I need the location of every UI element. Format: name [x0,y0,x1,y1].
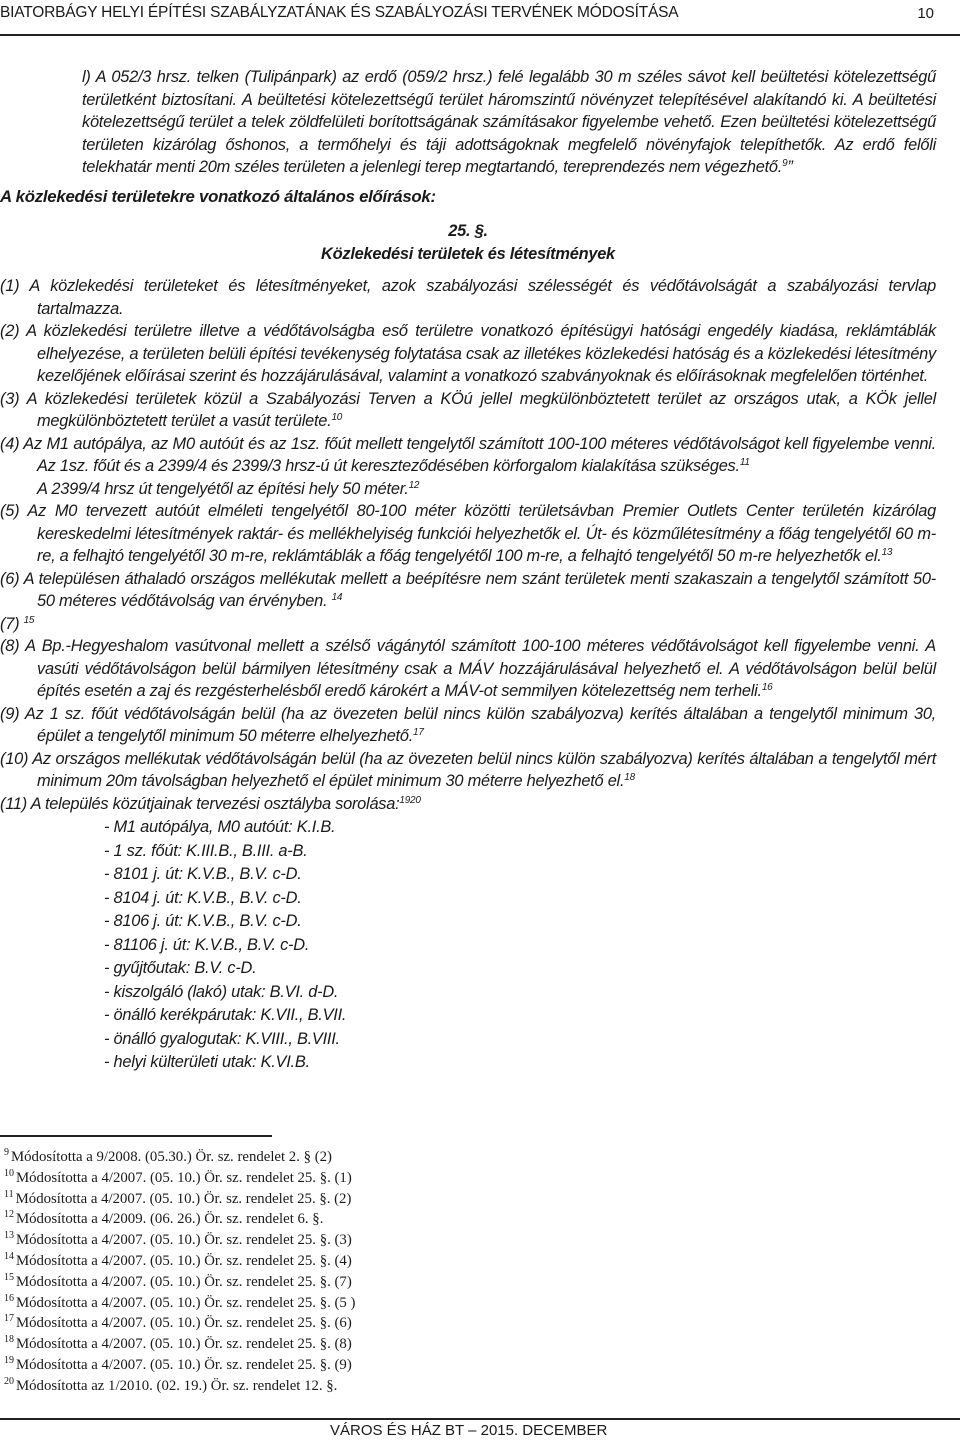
list-item: - önálló gyalogutak: K.VIII., B.VIII. [104,1029,340,1048]
item-1 [0,275,936,320]
item-2 [0,320,936,388]
footnote-number: 20 [4,1375,14,1387]
footnote-text: Módosította az 1/2010. (02. 19.) Ör. sz. rendelet 12. §. [16,1377,338,1394]
footnote [4,1355,355,1376]
item-4 [0,433,936,501]
list-item: - M1 autópálya, M0 autóút: K.I.B. [104,818,336,836]
footnote-separator [0,1135,272,1137]
footnote-text: Módosította a 4/2007. (05. 10.) Ör. sz. rendelet 25. §. (5 ) [16,1294,356,1311]
item-4-extra: A 2399/4 hrsz út tengelyétől az építési hely 50 méter. [37,479,409,498]
footnote-ref: 1920 [399,794,421,806]
footnote-ref: 17 [413,727,424,738]
footnote-text: Módosította a 4/2007. (05. 10.) Ör. sz. rendelet 25. §. (7) [16,1273,352,1290]
footnote [4,1376,355,1397]
footnote-ref: 16 [761,682,773,693]
footnote-ref: 12 [408,479,420,491]
item-11 [0,793,936,816]
footnote-number: 10 [4,1167,14,1179]
footnote [4,1189,355,1210]
item-4-text: (4) Az M1 autópálya, az M0 autóút és az 1sz. főút mellett tengelytől számított 100-100 méteres védőtávolságot kell figyelembe venni. Az 1sz. főút és a 2399/4 és 2399/3 hrsz-ú út kereszteződésében körforgalom kialakítása szükséges. [0,434,936,475]
footnote [4,1251,355,1272]
list-item: - 8101 j. út: K.V.B., B.V. c-D. [104,865,302,883]
item-5-text: (5) Az M0 tervezett autóút elméleti tengelyétől 80-100 méter közötti területsávban Premier Outlets Center területén kizárólag kereskedelmi létesítmények raktár- és mellékhelyiség funkciói helyezhetők el. Út- és közműlétesítmény a főág tengelyétől 60 m-re, a felhajtó tengelyétől 30 m-re, reklámtáblák a főág tengelyétől 100 m-re, a felhajtó tengelyétől 50 m-re helyezhetők el. [0,502,936,565]
footer-text: VÁROS ÉS HÁZ BT – 2015. DECEMBER [330,1422,608,1439]
item-6-text: (6) A településen áthaladó országos mellékutak mellett a beépítésre nem szánt területek menti szakaszain a tengelytől számított 50-50 méteres védőtávolság van érvényben. [0,569,936,610]
footnote [4,1230,355,1251]
item-9 [0,703,936,748]
page-number: 10 [917,5,934,22]
footnote-text: Módosította a 9/2008. (05.30.) Ör. sz. rendelet 2. § (2) [11,1149,332,1165]
footnote-ref: 15 [23,614,35,626]
footnote-ref: 10 [331,412,343,423]
footnote-ref: 13 [881,547,893,558]
list-item: - 1 sz. főút: K.III.B., B.III. a-B. [104,841,308,860]
footnote [4,1209,355,1230]
list-item: - 8106 j. út: K.V.B., B.V. c-D. [104,912,302,930]
item-8-text: (8) A Bp.-Hegyeshalom vasútvonal mellett a szélső vágánytól számított 100-100 méteres védőtávolságot kell figyelembe venni. A vasúti védőtávolságon belül bármilyen létesítmény csak a MÁV hozzájárulásával helyezhető el. A védőtávolságon belül belül építés esetén a zaj és rezgésterhelésből eredő károkért a MÁV-ot semmilyen kötelezettség nem terheli. [0,637,936,700]
footnote-number: 11 [4,1188,14,1200]
document-body [0,66,936,1075]
item-5 [0,500,936,568]
footnote-number: 18 [4,1334,14,1346]
item-6 [0,568,936,613]
footnotes [4,1147,355,1397]
footnote [4,1147,355,1168]
footnote-number: 19 [4,1354,14,1366]
intro-text: l) A 052/3 hrsz. telken (Tulipánpark) az erdő (059/2 hrsz.) felé legalább 30 m széles sávot kell beültetési kötelezettségű területként biztosítani. A beültetési kötelezettségű terület háromszintű növényzet telepítésével alakítandó ki. A beültetési kötelezettségű terület a telek zöldfelületi borítottságának számításakor figyelembe vehető. Ezen beültetési kötelezettségű területen kizárólag őshonos, a termőhelyi és táji adottságoknak megfelelő növényfajok telepíthetők. Az erdő felőli telekhatár menti 20m széles területen a jelenlegi terep megtartandó, tereprendezés nem végezhető. [82,68,936,176]
footnote-text: Módosította a 4/2007. (05. 10.) Ör. sz. rendelet 25. §. (9) [16,1356,352,1373]
footnote-number: 16 [4,1292,14,1304]
footnote-text: Módosította a 4/2007. (05. 10.) Ör. sz. rendelet 25. §. (1) [16,1169,352,1186]
paragraph-number: 25. §. [448,222,488,240]
footnote-text: Módosította a 4/2007. (05. 10.) Ör. sz. rendelet 25. §. (2) [15,1190,352,1207]
item-9-text: (9) Az 1 sz. főút védőtávolságán belül (ha az övezeten belül nincs külön szabályozva) kerítés általában a tengelytől minimum 30, épület a tengelytől minimum 50 méterre elhelyezhető. [0,704,936,745]
footnote [4,1168,355,1189]
footnote-text: Módosította a 4/2009. (06. 26.) Ör. sz. rendelet 6. §. [16,1211,324,1228]
footnote [4,1334,355,1355]
item-7-text: (7) [0,614,20,633]
footnote-ref: 14 [331,592,343,603]
footnote-number: 17 [4,1313,14,1325]
item-2-text: (2) A közlekedési területre illetve a védőtávolságba eső területre vonatkozó építésügyi hatósági engedély kiadása, reklámtáblák elhelyezése, a területen belüli építési tevékenység folytatása csak az illetékes közlekedési hatóság és a közlekedési létesítmény kezelőjének előírásai szerint és hozzájárulásával, valamint a vonatkozó szabványoknak és előírásoknak megfelelően történhet. [0,322,936,385]
footnote-number: 14 [4,1250,14,1262]
footnote-ref: 18 [624,772,635,783]
footnote [4,1293,355,1314]
paragraph-title: Közlekedési területek és létesítmények [321,244,615,263]
list-item: - 81106 j. út: K.V.B., B.V. c-D. [104,935,310,954]
footnote-ref: 9 [782,158,788,169]
footnote-text: Módosította a 4/2007. (05. 10.) Ör. sz. rendelet 25. §. (6) [16,1315,352,1332]
list-item: - 8104 j. út: K.V.B., B.V. c-D. [104,888,302,907]
item-7 [0,613,936,636]
section-heading: A közlekedési területekre vonatkozó általános előírások: [0,186,436,206]
intro-paragraph [0,66,936,179]
item-11-text: (11) A település közútjainak tervezési osztályba sorolása: [0,794,400,813]
footnote-text: Módosította a 4/2007. (05. 10.) Ör. sz. rendelet 25. §. (3) [16,1232,352,1249]
footnote-text: Módosította a 4/2007. (05. 10.) Ör. sz. rendelet 25. §. (4) [16,1252,352,1269]
list-item: - kiszolgáló (lakó) utak: B.VI. d-D. [104,982,339,1001]
header-title: BIATORBÁGY HELYI ÉPÍTÉSI SZABÁLYZATÁNAK ÉS SZABÁLYOZÁSI TERVÉNEK MÓDOSÍTÁSA [0,4,679,21]
footnote [4,1313,355,1334]
item-10 [0,748,936,793]
header-rule [0,34,960,36]
item-10-text: (10) Az országos mellékutak védőtávolságán belül (ha az övezeten belül nincs külön szabályozva) kerítés általában a tengelytől mért minimum 20m távolságban helyezhető el épület minimum 30 méterre helyezhető el. [0,749,936,790]
footnote-ref: 11 [739,457,750,468]
footnote-number: 15 [4,1271,14,1283]
item-3-text: (3) A közlekedési területek közül a Szabályozási Terven a KÖú jellel megkülönböztetett terület az országos utak, a KÖk jellel megkülönböztetett terület a vasút területe. [0,389,936,430]
footnote-number: 9 [4,1147,9,1158]
footnote-number: 13 [4,1230,14,1242]
item-8 [0,635,936,703]
footnote-text: Módosította a 4/2007. (05. 10.) Ör. sz. rendelet 25. §. (8) [16,1336,352,1353]
intro-close-quote: ” [787,158,793,176]
item-3 [0,388,936,433]
footnote-number: 12 [4,1209,14,1221]
road-classification-list [0,816,936,1075]
list-item: - önálló kerékpárutak: K.VII., B.VII. [104,1006,347,1024]
list-item: - gyűjtőutak: B.V. c-D. [104,959,257,977]
item-1-text: (1) A közlekedési területeket és létesítményeket, azok szabályozási szélességét és védőtávolságát a szabályozási tervlap tartalmazza. [0,277,936,318]
footnote [4,1272,355,1293]
footer-rule [0,1418,960,1420]
list-item: - helyi külterületi utak: K.VI.B. [104,1053,310,1071]
